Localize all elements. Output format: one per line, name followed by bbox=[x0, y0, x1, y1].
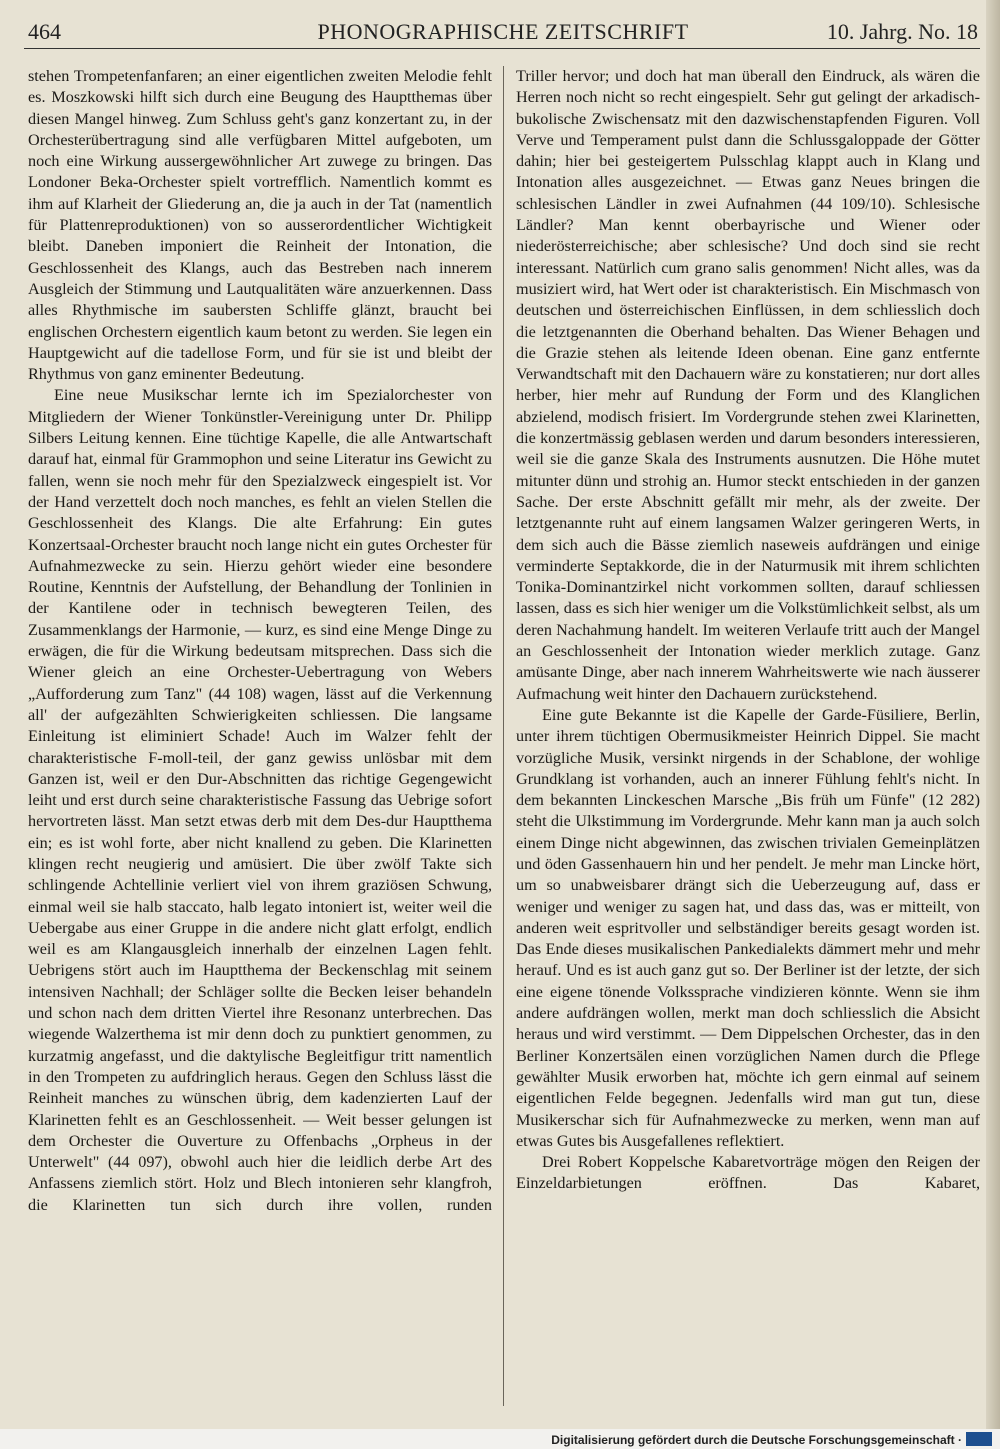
header-rule bbox=[24, 48, 980, 49]
issue-number: 10. Jahrg. No. 18 bbox=[826, 19, 978, 44]
paragraph: Drei Robert Koppelsche Kabaretvorträge mögen den Reigen der Einzeldarbietungen eröffnen. Das Kabaret, bbox=[516, 1153, 980, 1193]
paragraph: Eine neue Musikschar lernte ich im Spezialorchester von Mitgliedern der Wiener Tonkünstler-Vereinigung unter Dr. Philipp Silbers Leitung kennen. Eine tüchtige Kapelle, die alle Antwartschaft darauf hat, einmal für Grammophon und seine Literatur ins Gewicht zu fallen, wenn sie noch mehr für den Spezialzweck eingespielt ist. Vor der Hand verzettelt doch noch manches, es fehlt an vielen Stellen die Geschlossenheit des Klangs. Die alte Erfahrung: Ein gutes Konzertsaal-Orchester braucht noch lange nicht ein gutes Orchester für Aufnahmezwecke zu sein. Hierzu gehört wieder eine besondere Routine, Kenntnis der Aufstellung, der Behandlung der Tonlinien in der Kantilene oder in technisch bewegteren Teilen, des Zusammenklangs der Harmonie, — kurz, es sind eine Menge Dinge zu erwägen, die für die Wirkung bedeutsam mitsprechen. Dass sich die Wiener gleich an eine Orchester-Uebertragung von Webers „Aufforderung zum Tanz" (44 108) wagen, lässt auf die Verkennung all' der aufgezählten Schwierigkeiten schliessen. Die langsame Einleitung ist eliminiert Schade! Auch im Walzer fehlt der charakteristische F-moll-teil, der ganz gewiss unlösbar mit dem Ganzen ist, weil er den Dur-Abschnitten das richtige Gegengewicht leiht und erst durch seine charakteristische Fassung das Uebrige sofort hervortreten lässt. Man setzt etwas derb mit dem Des-dur Hauptthema ein; es ist wohl forte, aber nicht knallend zu geben. Die Klarinetten klingen recht neugierig und amüsiert. Die über zwölf Takte sich schlingende Achtellinie verliert viel von ihrem graziösen Schwung, einmal weil sie halb staccato, halb legato intoniert ist, weiter weil die Uebergabe aus einer Gruppe in die andere nicht glatt erfolgt, endlich weil es am Klangausgleich innerhalb der einzelnen Lagen fehlt. Uebrigens stört auch im Hauptthema der Beckenschlag mit seinem intensiven Nachhall; der Schläger sollte die Becken leiser behandeln und schon nach dem dritten Viertel ihre Resonanz unterbrechen. Das wiegende Walzerthema ist mir denn doch zu punktiert genommen, zu kurzatmig angefasst, und die daktylische Begleitfigur tritt namentlich in den Trompeten zu aufdringlich heraus. Gegen den Schluss lässt die Reinheit manches zu wünschen übrig, dem kadenzierten Lauf der Klarinetten fehlt es an Geschlossenheit. — Weit besser gelungen ist dem Orchester die Ouverture zu Offenbachs „Orpheus in der Unterwelt" (44 097), obwohl auch hier die leidlich derbe Art des Anfassens ziemlich stört. Holz und Blech intonieren sehr klangfroh, die Klarinetten tun sich durch ihre vollen, runden bbox=[28, 386, 492, 1214]
journal-title: PHONOGRAPHISCHE ZEITSCHRIFT bbox=[317, 19, 689, 44]
left-column bbox=[28, 66, 492, 1406]
page-header bbox=[28, 18, 978, 46]
footer-credit: Digitalisierung gefördert durch die Deutsche Forschungsgemeinschaft · bbox=[551, 1433, 962, 1447]
paragraph: Triller hervor; und doch hat man überall den Eindruck, als wären die Herren noch nicht so recht eingespielt. Sehr gut gelingt der arkadisch-bukolische Zwischensatz mit den dazwischenstapfenden Figuren. Voll Verve und Temperament pulst dann die Schlussgaloppade der Götter dahin; hier bei gesteigertem Pulsschlag klappt auch in Klang und Intonation alles ausgezeichnet. — Etwas ganz Neues bringen die schlesischen Ländler in zwei Aufnahmen (44 109/10). Schlesische Ländler? Man kennt oberbayrische und Wiener oder niederösterreichische; aber schlesische? Und doch sind sie recht interessant. Natürlich cum grano salis genommen! Nicht alles, was da musiziert wird, hat Wert oder ist charakteristisch. Ein Mischmasch von deutschen und österreichischen Einflüssen, in dem schliesslich doch die letztgenannten die Oberhand behalten. Das Wiener Behagen und die Grazie stehen als leitende Ideen obenan. Eine ganz entfernte Verwandtschaft mit den Dachauern wäre zu konstatieren; nur dort alles herber, hier mehr auf Rundung der Form und des Klanglichen abzielend, modisch frisiert. Im Vordergrunde stehen zwei Klarinetten, die konzertmässig geblasen werden und darum besonders interessieren, weil sie die ganze Skala des Instruments ausnutzen. Die Höhe mutet mitunter dünn und strohig an. Humor steckt entschieden in der ganzen Sache. Der erste Abschnitt gefällt mir mehr, als der zweite. Der letztgenannte ruht auf einem langsamen Walzer geringeren Werts, in dem sich auch die Bässe ziemlich naseweis aufdrängen und einige verminderte Septakkorde, die in der Naturmusik mit ihrem schlichten Tonika-Dominantzirkel nicht vorkommen sollten, darauf schliessen lassen, dass es sich hier weniger um die Volkstümlichkeit selbst, als um deren Nachahmung handelt. Im weiteren Verlaufe tritt auch der Mangel an Geschlossenheit der Intonation wieder merklich zutage. Ganz amüsante Dinge, aber nach innerem Wahrheitswerte wie nach äusserer Aufmachung weit hinter den Dachauern zurückstehend. bbox=[516, 67, 980, 703]
right-column bbox=[516, 66, 980, 1406]
column-divider bbox=[503, 66, 504, 1406]
page-number: 464 bbox=[28, 19, 61, 44]
paragraph: Eine gute Bekannte ist die Kapelle der Garde-Füsiliere, Berlin, unter ihrem tüchtigen Obermusikmeister Heinrich Dippel. Sie macht vorzügliche Musik, versinkt nirgends in der Schablone, der wohlige Grundklang ist vorhanden, auch an innerer Fühlung fehlt's nicht. In dem bekannten Linckeschen Marsche „Bis früh um Fünfe" (12 282) steht die Ulkstimmung im Vordergrunde. Mehr kann man ja auch solch einem Dinge nicht abgewinnen, das zwischen trivialen Gemeinplätzen und öden Gassenhauern hin und her pendelt. Je mehr man Lincke hört, um so unabweisbarer drängt sich die Ueberzeugung auf, dass er weniger und weniger zu sagen hat, und dass das, was er mitteilt, von anderen weit espritvoller und selbständiger bereits gesagt worden ist. Das Ende dieses musikalischen Pankedialekts dämmert mehr und mehr herauf. Und es ist auch ganz gut so. Der Berliner ist der letzte, der sich eine eigene tönende Volkssprache vindizieren könnte. Wenn sie ihm andere aufdrängen wollen, merkt man doch schliesslich die Absicht heraus und wird verstimmt. — Dem Dippelschen Orchester, das in den Berliner Konzertsälen einen vorzüglichen Namen durch die Pflege gewählter Musik erworben hat, möchte ich gern einmal auf seinem eigentlichen Felde begegnen. Jedenfalls wird man gut tun, diese Musikerschar sich für Aufnahmezwecke zu merken, wenn man auf etwas Gutes bis Ausgefallenes reflektiert. bbox=[516, 705, 980, 1150]
paragraph: stehen Trompetenfanfaren; an einer eigentlichen zweiten Melodie fehlt es. Moszkowski hilft sich durch eine Beugung des Hauptthemas über diesen Mangel hinweg. Zum Schluss geht's ganz konzertant zu, in der Orchesterübertragung sind alle verfügbaren Mittel aufgeboten, um noch eine Wirkung aussergewöhnlicher Art zuwege zu bringen. Das Londoner Beka-Orchester spielt vortrefflich. Namentlich kommt es ihm auf Klarheit der Gliederung an, die ja auch in der Tat (namentlich für Plattenreproduktionen) von so ausserordentlicher Wichtigkeit bleibt. Daneben imponiert die Reinheit der Intonation, die Geschlossenheit des Klangs, auch das Bestreben nach innerem Ausgleich der Stimmung und Lautqualitäten wäre anzuerkennen. Dass alles Rhythmische im saubersten Schliffe glänzt, braucht bei englischen Orchestern eigentlich kaum betont zu werden. Sie legen ein Hauptgewicht auf die tadellose Form, und für sie ist und bleibt der Rhythmus von ganz eminenter Bedeutung. bbox=[28, 67, 492, 384]
dfg-logo-icon bbox=[966, 1432, 992, 1446]
page-edge-shadow bbox=[986, 0, 1000, 1430]
